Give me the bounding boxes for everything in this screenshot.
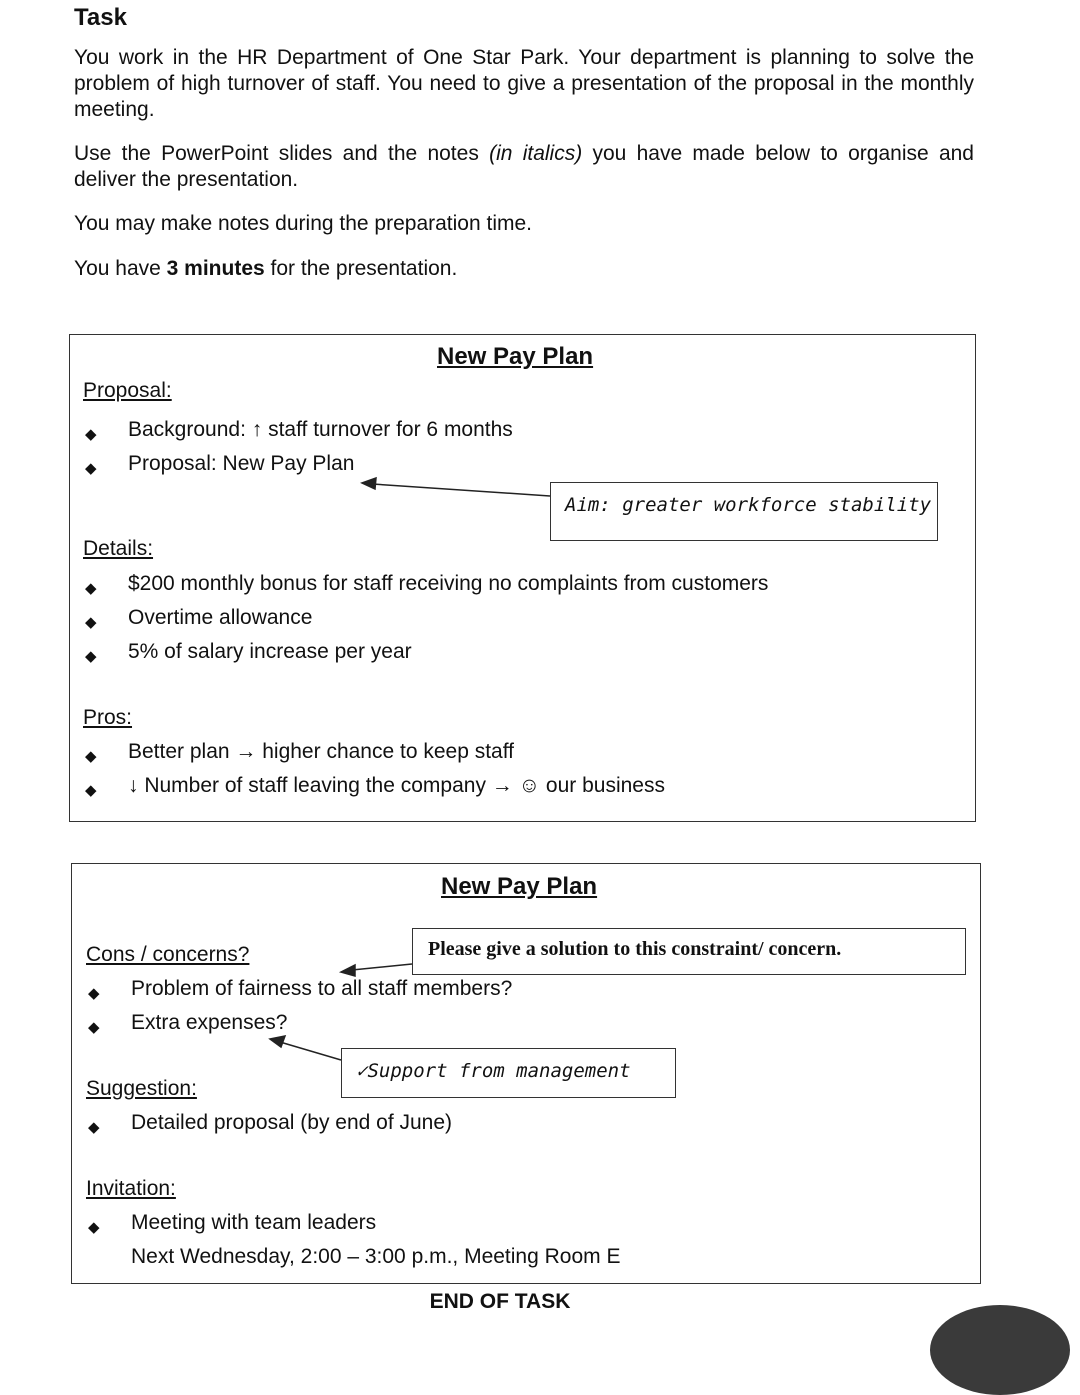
proposal-heading: Proposal:: [83, 379, 172, 402]
instructions-text-end: you have made below to organise and deliver the presentation.: [74, 142, 974, 191]
details-item: 5% of salary increase per year: [128, 640, 412, 663]
cons-item: Extra expenses?: [131, 1011, 288, 1034]
proposal-item: Proposal: New Pay Plan: [128, 452, 355, 475]
support-arrow-line: [280, 1042, 341, 1060]
invitation-item: Meeting with team leaders: [131, 1211, 377, 1234]
cons-heading: Cons / concerns?: [86, 943, 250, 966]
slide-1-title: New Pay Plan: [437, 343, 594, 370]
task-description: You work in the HR Department of One Star Park. Your department is planning to solve the problem of high turnover of staff. You need to give a presentation of the proposal in the monthly meeting.: [74, 46, 974, 121]
aim-arrow-line: [372, 484, 550, 496]
bullet-icon: ◆: [88, 1119, 100, 1136]
bullet-icon: ◆: [88, 1019, 100, 1036]
instructions-text: Use the PowerPoint slides and the notes: [74, 142, 490, 165]
solution-note: Please give a solution to this constraint/ concern.: [428, 938, 842, 960]
task-title: Task: [74, 4, 127, 31]
bullet-icon: ◆: [88, 985, 100, 1002]
time-bold: 3 minutes: [166, 257, 265, 280]
end-of-task: END OF TASK: [429, 1290, 571, 1313]
instructions-italic: (in italics): [489, 142, 583, 165]
solution-arrowhead-icon: [341, 965, 355, 976]
cons-item: Problem of fairness to all staff members?: [131, 977, 513, 1000]
details-item: $200 monthly bonus for staff receiving no complaints from customers: [128, 572, 769, 595]
details-item: Overtime allowance: [128, 606, 313, 629]
solution-arrow-line: [352, 964, 412, 970]
time-text: You have: [74, 257, 167, 280]
details-heading: Details:: [83, 537, 154, 560]
suggestion-item: Detailed proposal (by end of June): [131, 1111, 453, 1134]
support-note: ✓Support from management: [356, 1060, 631, 1082]
aim-note: Aim: greater workforce stability: [565, 494, 932, 516]
slide-2-title: New Pay Plan: [441, 873, 598, 900]
bullet-icon: ◆: [85, 614, 97, 631]
task-notes-info: You may make notes during the preparation time.: [74, 212, 532, 235]
time-text-end: for the presentation.: [264, 257, 458, 280]
suggestion-heading: Suggestion:: [86, 1077, 197, 1100]
bullet-icon: ◆: [85, 648, 97, 665]
bullet-icon: ◆: [85, 782, 97, 799]
corner-overlay: [930, 1305, 1070, 1395]
pros-item: ↓ Number of staff leaving the company → ☺ our business: [128, 774, 665, 797]
invitation-heading: Invitation:: [86, 1177, 176, 1200]
support-arrowhead-icon: [270, 1036, 285, 1047]
bullet-icon: ◆: [88, 1219, 100, 1236]
pros-heading: Pros:: [83, 706, 133, 729]
bullet-icon: ◆: [85, 460, 97, 477]
pros-item: Better plan → higher chance to keep staff: [128, 740, 515, 763]
bullet-icon: ◆: [85, 580, 97, 597]
aim-arrowhead-icon: [362, 478, 376, 489]
bullet-icon: ◆: [85, 426, 97, 443]
invitation-detail: Next Wednesday, 2:00 – 3:00 p.m., Meeting Room E: [131, 1245, 621, 1268]
bullet-icon: ◆: [85, 748, 97, 765]
proposal-item: Background: ↑ staff turnover for 6 months: [128, 418, 513, 441]
